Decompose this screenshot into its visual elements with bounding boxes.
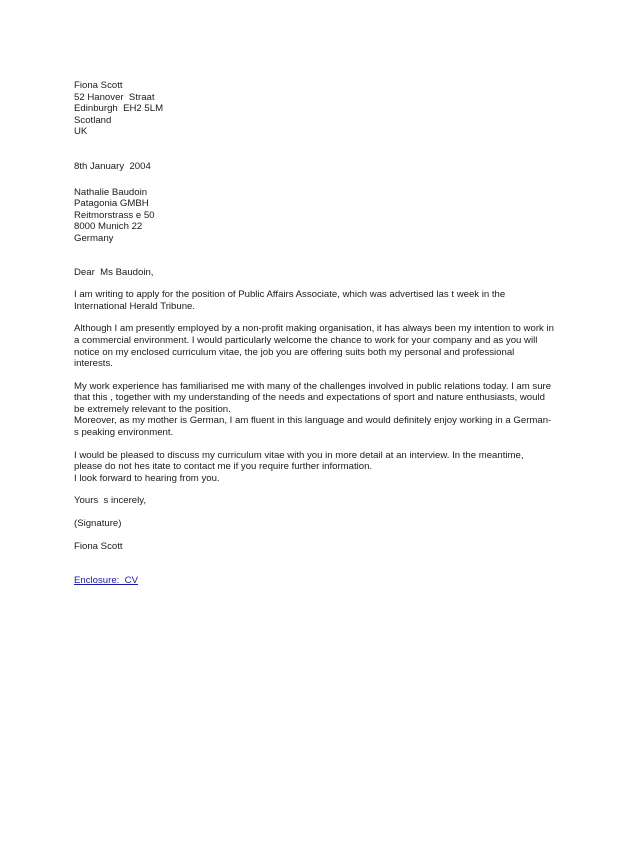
sender-address-line: Scotland xyxy=(74,114,112,126)
recipient-line: Patagonia GMBH xyxy=(74,198,149,210)
closing: Yours s incerely, xyxy=(74,495,146,507)
body-paragraph-4: I would be pleased to discuss my curriculum vitae with you in more detail at an interview. In the meantime, please do not hes itate to contact me if you require further information. xyxy=(74,449,524,473)
signature-placeholder: (Signature) xyxy=(74,518,122,530)
recipient-line: Germany xyxy=(74,232,114,244)
recipient-line: Reitmorstrass e 50 xyxy=(74,209,155,221)
recipient-line: 8000 Munich 22 xyxy=(74,221,143,233)
salutation: Dear Ms Baudoin, xyxy=(74,266,154,278)
recipient-block xyxy=(74,187,554,245)
letter-date: 8th January 2004 xyxy=(74,160,151,172)
body-paragraph-2: Although I am presently employed by a non-profit making organisation, it has always been my intention to work in a commercial environment. I would particularly welcome the chance to work for your company and as you will notice on my enclosed curriculum vitae, the job you are offering suits both my personal and professional interests. xyxy=(74,323,554,370)
sender-address-line: UK xyxy=(74,126,88,138)
sender-block xyxy=(74,80,554,138)
body-paragraph-3-continued: Moreover, as my mother is German, I am fluent in this language and would definitely enjoy working in a German-s peaking environment. xyxy=(74,415,552,439)
body-paragraph-4-continued: I look forward to hearing from you. xyxy=(74,472,220,484)
enclosure-link[interactable]: Enclosure: CV xyxy=(74,575,138,587)
sender-name: Fiona Scott xyxy=(74,80,123,91)
sender-address-line: 52 Hanover Straat xyxy=(74,91,155,103)
letter xyxy=(74,80,554,587)
signoff-name: Fiona Scott xyxy=(74,540,123,552)
recipient-line: Nathalie Baudoin xyxy=(74,186,148,198)
body-paragraph-3: My work experience has familiarised me with many of the challenges involved in public relations today. I am sure that this , together with my understanding of the needs and expectations of sport and nature enthusiasts, would be extremely relevant to the position. xyxy=(74,380,552,415)
body-paragraph-1: I am writing to apply for the position of Public Affairs Associate, which was advertised las t week in the International Herald Tribune. xyxy=(74,289,506,312)
sender-address-line: Edinburgh EH2 5LM xyxy=(74,103,164,115)
